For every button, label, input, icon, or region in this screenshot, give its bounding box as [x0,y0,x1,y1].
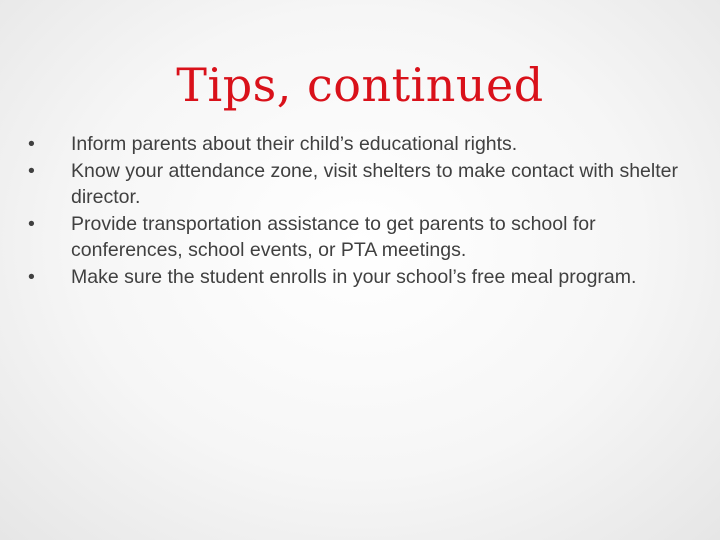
bullet-item [28,131,688,158]
bullet-text: Inform parents about their child’s educational rights. [71,133,518,155]
bullet-item [28,264,688,291]
bullet-dot-icon: • [28,133,35,155]
bullet-list [28,131,688,290]
bullet-item [28,211,688,264]
bullet-dot-icon: • [28,159,35,182]
bullet-dot-icon: • [28,265,35,288]
slide-title: Tips, continued [176,58,544,112]
bullet-dot-icon: • [28,212,35,235]
bullet-item [28,158,688,211]
bullet-text: Provide transportation assistance to get parents to school for conferences, school events, or PTA meetings. [71,212,596,261]
bullet-text: Make sure the student enrolls in your school’s free meal program. [71,265,637,288]
bullet-text: Know your attendance zone, visit shelters to make contact with shelter director. [71,159,678,208]
